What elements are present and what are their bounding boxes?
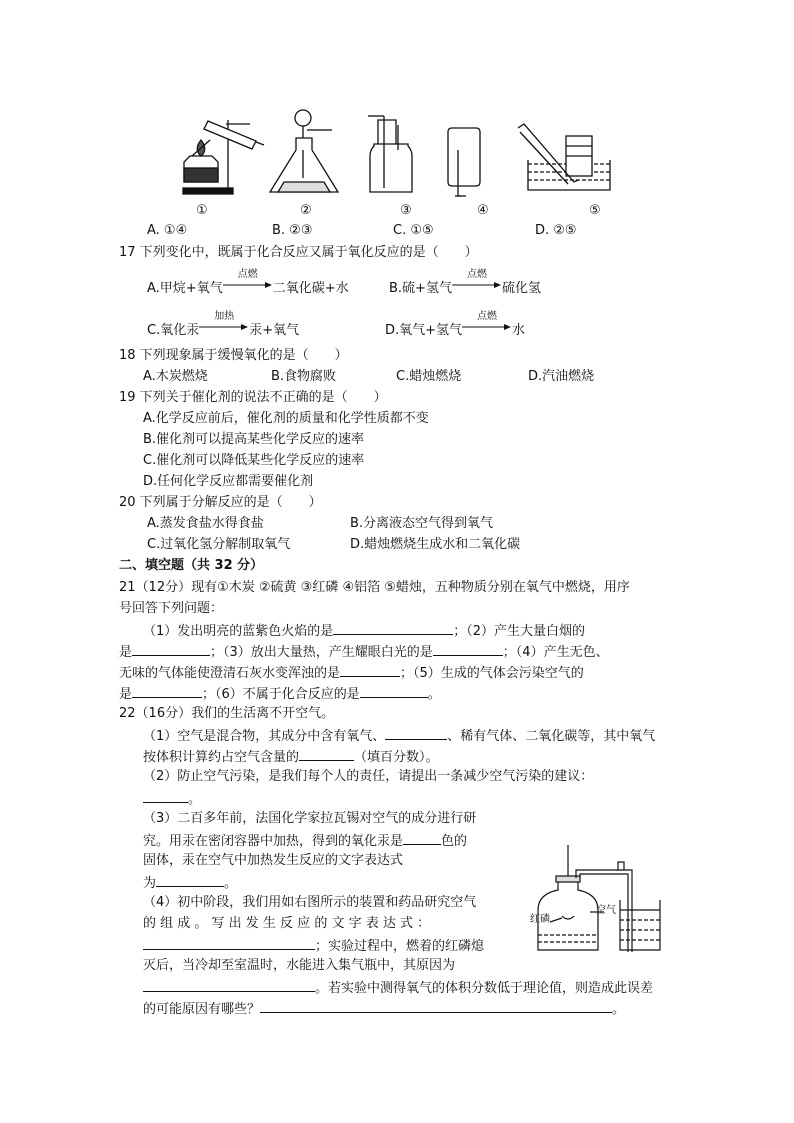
- reaction-arrow: [452, 269, 502, 292]
- q22-part2-line1: （2）防止空气污染，是我们每个人的责任，请提出一条减少空气污染的建议：: [143, 769, 594, 784]
- q22-part1-line1: [143, 727, 655, 745]
- q16-option-d: D. ②⑤: [535, 223, 577, 238]
- q19-option-a: A.化学反应前后，催化剂的质量和化学性质都不变: [143, 411, 429, 426]
- q21-line-3: [143, 622, 585, 640]
- q16-option-c: C. ①⑤: [393, 223, 434, 238]
- apparatus-4-inverted-bottle: [448, 128, 480, 196]
- q22-text: 为: [143, 876, 157, 891]
- q22-part4-line3: [143, 937, 484, 955]
- answer-blank[interactable]: [340, 664, 400, 677]
- q21-text: ；（5）生成的气体会污染空气的: [400, 666, 584, 681]
- q19-option-c: C.催化剂可以降低某些化学反应的速率: [143, 453, 365, 468]
- q22-part3-line2: [143, 832, 467, 850]
- q22-part2-line2: [143, 790, 201, 808]
- answer-blank[interactable]: [132, 685, 202, 698]
- answer-blank[interactable]: [433, 643, 503, 656]
- q22-part3-line4: [143, 874, 237, 892]
- answer-blank[interactable]: [143, 937, 315, 950]
- reaction-condition: 点燃: [466, 269, 487, 280]
- q22-text: 色的: [441, 834, 468, 849]
- q17-a-right: 二氧化碳+水: [272, 281, 349, 296]
- q21-line-2: 号回答下列问题：: [119, 601, 224, 616]
- q22-part3-line3: 固体，汞在空气中加热发生反应的文字表达式: [143, 853, 404, 868]
- apparatus-label-2: ②: [300, 203, 312, 218]
- apparatus-3-gas-bottle: [368, 116, 412, 192]
- answer-blank[interactable]: [333, 622, 453, 635]
- q19-option-b: B.催化剂可以提高某些化学反应的速率: [143, 432, 365, 447]
- answer-blank[interactable]: [156, 874, 224, 887]
- q21-text: 无味的气体能使澄清石灰水变浑浊的是: [119, 666, 341, 681]
- q22-part4-line4: 灭后，当冷却至室温时，水能进入集气瓶中，其原因为: [143, 958, 456, 973]
- q22-text: 。: [612, 1002, 626, 1017]
- q21-text: 是: [119, 687, 133, 702]
- q17-c-right: 汞+氧气: [249, 323, 300, 338]
- figure-label-red-phosphorus: 红磷: [530, 914, 550, 925]
- q18-option-b: B.食物腐败: [271, 369, 337, 384]
- reaction-condition: 加热: [214, 311, 235, 322]
- answer-blank[interactable]: [143, 790, 188, 803]
- q20-option-a: A.蒸发食盐水得食盐: [147, 516, 264, 531]
- answer-blank[interactable]: [260, 1000, 612, 1013]
- q22-text: 、稀有气体、二氧化碳等，其中氧气: [447, 729, 656, 744]
- q16-option-b: B. ②③: [272, 223, 313, 238]
- reaction-condition: 点燃: [237, 269, 258, 280]
- reaction-arrow: [199, 311, 249, 334]
- q20-option-b: B.分离液态空气得到氧气: [350, 516, 494, 531]
- apparatus-label-5: ⑤: [589, 203, 601, 218]
- apparatus-label-4: ④: [477, 203, 489, 218]
- q17-c-left: C.氧化汞: [147, 323, 200, 338]
- q17-d-right: 水: [512, 323, 526, 338]
- phosphorus-experiment-figure: [520, 840, 700, 960]
- q21-text: ；（2）产生大量白烟的: [453, 624, 586, 639]
- apparatus-label-3: ③: [400, 203, 412, 218]
- q17-option-b: [389, 269, 541, 297]
- q16-option-a: A. ①④: [147, 223, 188, 238]
- reaction-arrow: [462, 311, 512, 334]
- q22-text: （1）空气是混合物，其成分中含有氧气、: [143, 729, 386, 744]
- apparatus-2-flask: [270, 110, 338, 192]
- q22-part1-line2: [143, 748, 439, 766]
- q22-part4-line5: [143, 979, 653, 997]
- answer-blank[interactable]: [385, 727, 447, 740]
- q22-text: 究。用汞在密闭容器中加热，得到的氧化汞是: [143, 834, 404, 849]
- q17-stem: 17 下列变化中，既属于化合反应又属于氧化反应的是（ ）: [119, 245, 478, 260]
- q22-part4-line6: [143, 1000, 625, 1018]
- q19-option-d: D.任何化学反应都需要催化剂: [143, 474, 314, 489]
- q21-line-6: [119, 685, 441, 703]
- q21-line-4: [119, 643, 609, 661]
- q22-part4-line2: 的 组 成 。 写 出 发 生 反 应 的 文 字 表 达 式 ：: [143, 916, 431, 931]
- q22-text: 。若实验中测得氧气的体积分数低于理论值，则造成此误差: [315, 981, 654, 996]
- q22-title: 22（16分）我们的生活离不开空气。: [119, 706, 335, 721]
- q22-text: 。: [188, 792, 202, 807]
- q21-text: 。: [427, 687, 441, 702]
- q21-text: （1）发出明亮的蓝紫色火焰的是: [143, 624, 334, 639]
- apparatus-label-1: ①: [196, 203, 208, 218]
- answer-blank[interactable]: [132, 643, 210, 656]
- q18-option-d: D.汽油燃烧: [528, 369, 595, 384]
- answer-blank[interactable]: [360, 685, 428, 698]
- q21-text: 是: [119, 645, 133, 660]
- q20-option-d: D.蜡烛燃烧生成水和二氧化碳: [350, 537, 521, 552]
- q22-text: （填百分数）。: [354, 750, 439, 765]
- figure-label-air: 空气: [596, 905, 616, 916]
- q18-option-a: A.木炭燃烧: [143, 369, 208, 384]
- apparatus-1-tube-heating: [183, 120, 264, 194]
- section-title: 二、填空题（共 32 分）: [119, 558, 264, 573]
- q21-line-5: [119, 664, 584, 682]
- q19-stem: 19 下列关于催化剂的说法不正确的是（ ）: [119, 390, 387, 405]
- q17-option-d: [385, 311, 526, 339]
- apparatus-5-water-trough: [518, 124, 610, 190]
- q22-part4-line1: （4）初中阶段，我们用如右图所示的装置和药品研究空气: [143, 895, 477, 910]
- reaction-condition: 点燃: [477, 311, 498, 322]
- q17-b-right: 硫化氢: [501, 281, 541, 296]
- q22-part3-line1: （3）二百多年前，法国化学家拉瓦锡对空气的成分进行研: [143, 811, 477, 826]
- q21-line-1: 21（12分）现有①木炭 ②硫黄 ③红磷 ④铝箔 ⑤蜡烛，五种物质分别在氧气中燃烧，用序: [119, 580, 630, 595]
- q21-text: ；（3）放出大量热，产生耀眼白光的是: [210, 645, 433, 660]
- q20-option-c: C.过氧化氢分解制取氧气: [147, 537, 291, 552]
- q17-b-left: B.硫+氢气: [389, 281, 452, 296]
- answer-blank[interactable]: [403, 832, 441, 845]
- q18-stem: 18 下列现象属于缓慢氧化的是（ ）: [119, 348, 348, 363]
- q17-option-a: [147, 269, 349, 297]
- reaction-arrow: [223, 269, 273, 292]
- q22-text: 按体积计算约占空气含量的: [143, 750, 300, 765]
- q18-option-c: C.蜡烛燃烧: [396, 369, 462, 384]
- q22-text: 。: [224, 876, 238, 891]
- answer-blank[interactable]: [143, 979, 315, 992]
- q21-text: ；（4）产生无色、: [502, 645, 609, 660]
- q17-a-left: A.甲烷+氧气: [147, 281, 223, 296]
- q17-option-c: [147, 311, 300, 339]
- q21-text: ；（6）不属于化合反应的是: [202, 687, 360, 702]
- answer-blank[interactable]: [299, 748, 354, 761]
- q17-d-left: D.氧气+氢气: [385, 323, 463, 338]
- apparatus-figure: [0, 0, 794, 230]
- q22-text: 的可能原因有哪些？: [143, 1002, 261, 1017]
- q20-stem: 20 下列属于分解反应的是（ ）: [119, 495, 322, 510]
- q22-text: ；实验过程中，燃着的红磷熄: [315, 939, 485, 954]
